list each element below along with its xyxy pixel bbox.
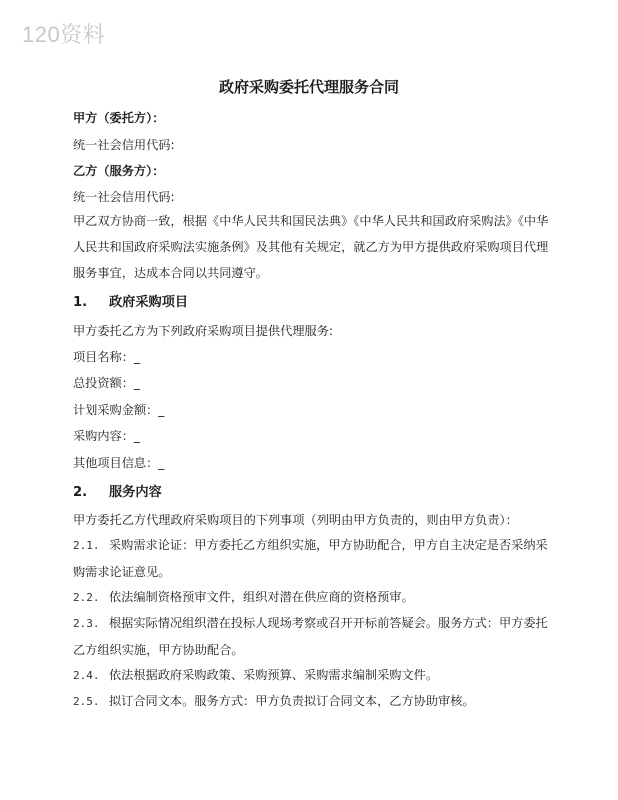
- watermark: 120资料: [22, 22, 106, 47]
- item-number: 2.1.: [73, 539, 100, 552]
- item-text: 拟订合同文本。服务方式：甲方负责拟订合同文本，乙方协助审核。: [109, 694, 475, 708]
- section-1-title: 政府采购项目: [109, 295, 189, 310]
- item-text: 依法根据政府采购政策、采购预算、采购需求编制采购文件。: [109, 668, 439, 682]
- section-2-heading: [73, 481, 162, 500]
- section-2-title: 服务内容: [109, 485, 162, 500]
- list-item: [73, 584, 555, 611]
- item-number: 2.3.: [73, 617, 100, 630]
- contract-title: 政府采购委托代理服务合同: [218, 78, 399, 96]
- field-other-info: 其他项目信息：_: [73, 456, 165, 470]
- party-b-label: 乙方（服务方）：: [73, 164, 165, 178]
- item-text-cont: 购需求论证意见。: [73, 565, 171, 579]
- item-text: 采购需求论证：甲方委托乙方组织实施，甲方协助配合，甲方自主决定是否采纳采: [109, 538, 548, 552]
- section-2-number: 2.: [73, 485, 88, 500]
- item-text: 依法编制资格预审文件，组织对潜在供应商的资格预审。: [109, 590, 414, 604]
- section-1-lead: 甲方委托乙方为下列政府采购项目提供代理服务:: [73, 324, 334, 338]
- list-item: [73, 662, 555, 689]
- field-total-investment: 总投资额：_: [73, 376, 141, 390]
- list-item: [73, 532, 555, 585]
- section-1-number: 1.: [73, 295, 88, 310]
- party-a-credit-code: 统一社会信用代码:: [73, 138, 175, 152]
- item-number: 2.4.: [73, 669, 100, 682]
- field-project-name: 项目名称：_: [73, 350, 141, 364]
- section-2-lead: 甲方委托乙方代理政府采购项目的下列事项（列明由甲方负责的，则由甲方负责）：: [73, 513, 518, 527]
- list-item: [73, 688, 555, 715]
- party-b-credit-code: 统一社会信用代码:: [73, 190, 175, 204]
- item-text: 根据实际情况组织潜在投标人现场考察或召开开标前答疑会。服务方式：甲方委托: [109, 616, 548, 630]
- item-number: 2.2.: [73, 591, 100, 604]
- field-planned-amount: 计划采购金额：_: [73, 403, 165, 417]
- field-procurement-content: 采购内容：_: [73, 429, 141, 443]
- intro-paragraph: 甲乙双方协商一致，根据《中华人民共和国民法典》《中华人民共和国政府采购法》《中华人民共和国政府采购法实施条例》及其他有关规定，就乙方为甲方提供政府采购项目代理服务事宜，达成本合同以共同遵守。: [73, 214, 549, 280]
- list-item: [73, 610, 555, 663]
- item-number: 2.5.: [73, 695, 100, 708]
- item-text-cont: 乙方组织实施，甲方协助配合。: [73, 643, 244, 657]
- party-a-label: 甲方（委托方）：: [73, 111, 165, 125]
- section-1-heading: [73, 291, 188, 310]
